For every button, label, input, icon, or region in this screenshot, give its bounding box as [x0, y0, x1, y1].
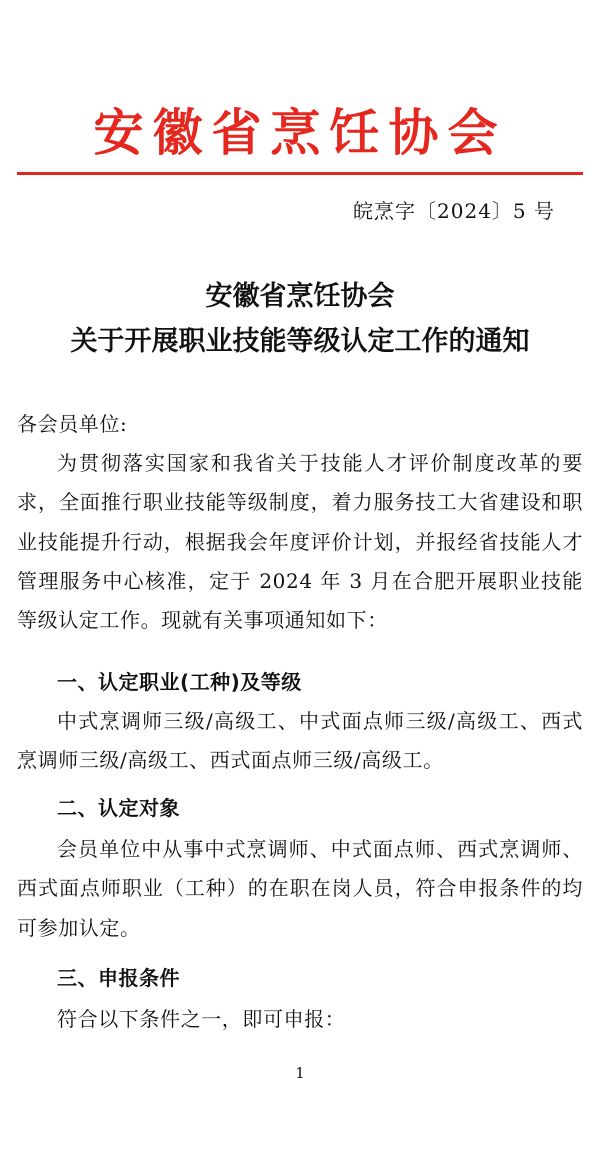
document-number: 皖烹字〔2024〕5 号	[353, 199, 555, 223]
section-text-2: 会员单位中从事中式烹调师、中式面点师、西式烹调师、西式面点师职业（工种）的在职在岗人员，符合申报条件的均可参加认定。	[17, 837, 583, 940]
section-text-3: 符合以下条件之一，即可申报：	[57, 1007, 346, 1031]
section-heading-1: 一、认定职业(工种)及等级	[57, 670, 302, 694]
letterhead-red-rule	[17, 172, 583, 175]
intro-paragraph: 为贯彻落实国家和我省关于技能人才评价制度改革的要求，全面推行职业技能等级制度，着力服务技工大省建设和职业技能提升行动，根据我会年度评价计划，并报经省技能人才管理服务中心核准，定于 2024 年 3 月在合肥开展职业技能等级认定工作。现就有关事项通知如下：	[17, 451, 583, 633]
page-number: 1	[295, 1064, 305, 1082]
letterhead-org-name: 安徽省烹饪协会	[93, 103, 507, 162]
section-heading-3: 三、申报条件	[57, 966, 180, 990]
document-title-line-2: 关于开展职业技能等级认定工作的通知	[70, 326, 530, 357]
document-title-line-1: 安徽省烹饪协会	[205, 281, 395, 312]
section-heading-2: 二、认定对象	[57, 796, 180, 820]
section-text-1: 中式烹调师三级/高级工、中式面点师三级/高级工、西式烹调师三级/高级工、西式面点师三级/高级工。	[17, 709, 583, 773]
salutation: 各会员单位:	[17, 412, 128, 436]
